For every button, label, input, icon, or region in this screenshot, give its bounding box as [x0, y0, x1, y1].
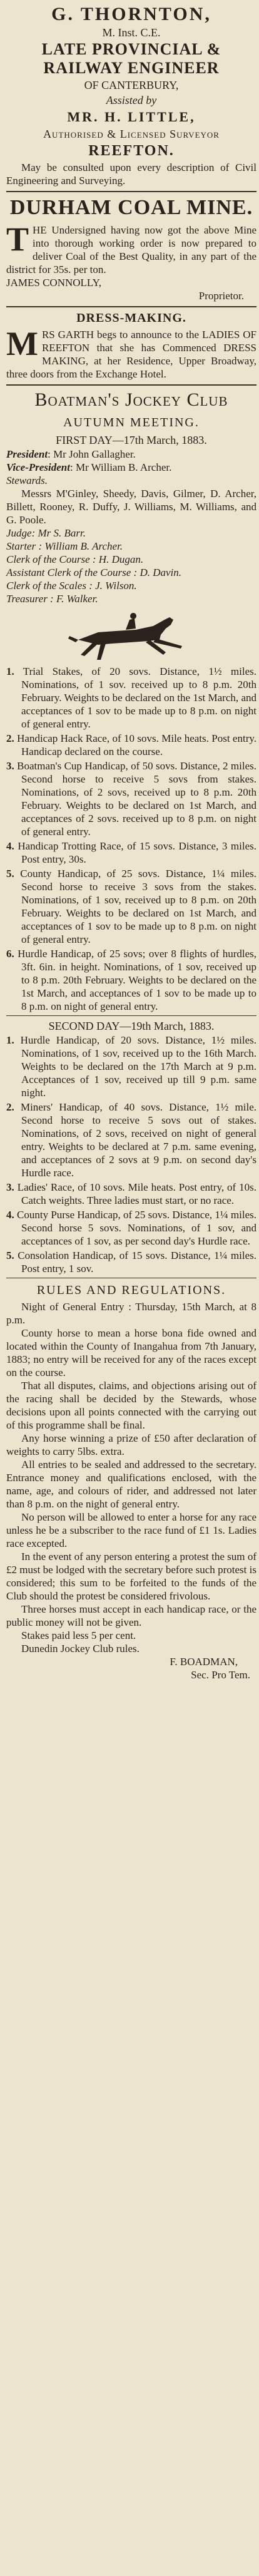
thornton-advert — [6, 4, 256, 187]
rule-paragraph: Night of General Entry : Thursday, 15th March, at 8 p.m. — [6, 1301, 256, 1326]
president-name: : Mr John Gallagher. — [48, 448, 136, 460]
dressmaking-body: RS GARTH begs to announce to the LADIES OF REEFTON that she has Commenced DRESS MAKING, at her Residence, Upper Broadway, three doors from the Exchange Hotel. — [6, 329, 256, 380]
thornton-assistant: MR. H. LITTLE, — [67, 109, 196, 125]
divider — [6, 306, 256, 307]
first-day-heading: FIRST DAY—17th March, 1883. — [56, 434, 207, 446]
club-title: Boatman's Jockey Club — [34, 389, 228, 410]
assistant-clerk: Assistant Clerk of the Course : D. Davin. — [6, 567, 182, 578]
rule-paragraph: Stakes paid less 5 per cent. — [21, 1629, 136, 1641]
jockey-club-advert — [6, 389, 256, 1681]
race-entry: 3. Boatman's Cup Handicap, of 50 sovs. Distance, 2 miles. Second horse to receive 5 sovs from stakes. Nominations, of 2 sovs, received up to 8 p.m. 20th February. Weights to be declared on 1st March, and acceptances of 2 sovs. received up to 8 p.m. on night of general entry. — [6, 760, 256, 838]
race-entry: 2. Handicap Hack Race, of 10 sovs. Mile heats. Post entry. Handicap declared on the course. — [6, 732, 256, 757]
thornton-title: LATE PROVINCIAL & RAILWAY ENGINEER — [41, 40, 221, 77]
racehorse-icon — [66, 607, 197, 664]
divider — [6, 384, 256, 386]
clerk-of-scales: Clerk of the Scales : J. Wilson. — [6, 580, 137, 592]
thornton-body: May be consulted upon every description of Civil Engineering and Surveying. — [6, 162, 256, 187]
rule-paragraph: That all disputes, claims, and objections arising out of the racing shall be decided by the Stewards, whose decisions upon all points connected with the carrying out of this programme shall be final. — [6, 1380, 256, 1431]
vice-president-label: Vice-President — [6, 461, 70, 473]
durham-advert — [6, 196, 256, 302]
race-entry: 6. Hurdle Handicap, of 25 sovs; over 8 flights of hurdles, 3ft. 6in. in height. Nominations, of 1 sov, received up to 8 p.m. 20th February. Weights to be declared on the 1st March, and acceptances of 1 sov to be made up to 8 p.m. on night of general entry. — [6, 948, 257, 1012]
first-day-races — [6, 665, 256, 1013]
second-day-heading: SECOND DAY—19th March, 1883. — [48, 1020, 215, 1032]
thornton-town: REEFTON. — [88, 143, 175, 159]
thornton-qualification: M. Inst. C.E. — [102, 26, 161, 39]
stewards-label: Stewards. — [6, 475, 48, 486]
thornton-assisted: Assisted by — [106, 94, 157, 106]
dressmaking-advert — [6, 311, 256, 381]
divider — [6, 191, 256, 192]
starter: Starter : William B. Archer. — [6, 540, 123, 552]
rule-paragraph: Dunedin Jockey Club rules. — [21, 1643, 140, 1655]
rules-heading: RULES AND REGULATIONS. — [36, 1283, 226, 1297]
durham-title: DURHAM COAL MINE. — [9, 196, 253, 219]
treasurer: Treasurer : F. Walker. — [6, 593, 98, 605]
rule-paragraph: Any horse winning a prize of £50 after declaration of weights to carry 5lbs. extra. — [6, 1432, 256, 1457]
durham-body: HE Undersigned having now got the above Mine into thorough working order is now prepared to deliver Coal of the Best Quality, in any part of the district for 35s. per ton. — [6, 224, 256, 275]
durham-dropcap: T — [6, 220, 29, 258]
race-entry: 4. County Purse Handicap, of 25 sovs. Distance, 1¼ miles. Second horse 5 sovs. Nominations, of 1 sov, and acceptances of 1 sov, as per second day's Hurdle race. — [6, 1209, 256, 1247]
rule-paragraph: Three horses must accept in each handicap race, or the public money will not be given. — [6, 1603, 256, 1628]
secretary-role: Sec. Pro Tem. — [191, 1669, 250, 1681]
durham-role: Proprietor. — [198, 290, 244, 302]
rules-list — [6, 1300, 256, 1655]
judge: Judge: Mr S. Barr. — [6, 527, 86, 539]
race-entry: 1. Trial Stakes, of 20 sovs. Distance, 1½ miles. Nominations, of 1 sov. received up to 8 p.m. 20th February. Weights to be declared on the 1st March, and acceptances of 1 sov to be made up to 8 p.m. on night of general entry. — [6, 665, 256, 730]
race-entry: 2. Miners' Handicap, of 40 sovs. Distance, 1½ mile. Second horse to receive 5 sovs out of stakes. Nominations, of 2 sovs, received on night of general entry. Weights to be declared at 7 p.m. same evening, and acceptances of 2 sovs at 9 p.m. on second day's Hurdle race. — [6, 1101, 256, 1179]
secretary-name: F. BOADMAN, — [170, 1656, 238, 1668]
clerk-of-course: Clerk of the Course : H. Dugan. — [6, 553, 144, 565]
rule-paragraph: County horse to mean a horse bona fide owned and located within the County of Inangahua from 7th January, 1883; no entry will be received for any of the races except on the course. — [6, 1327, 256, 1378]
racehorse-illustration — [6, 605, 256, 665]
second-day-races — [6, 1034, 256, 1275]
thornton-origin: OF CANTERBURY, — [84, 79, 179, 91]
vice-president-name: : Mr William B. Archer. — [69, 461, 172, 473]
rule-paragraph: In the event of any person entering a protest the sum of £2 must be lodged with the secretary before such protest is considered; this sum to be forfeited to the funds of the Club should the protest be considered frivolous. — [6, 1551, 256, 1602]
rule-paragraph: No person will be allowed to enter a horse for any race unless he be a subscriber to the race fund of £1 1s. Ladies race excepted. — [6, 1511, 256, 1549]
president-label: President — [6, 448, 48, 460]
rule-paragraph: All entries to be sealed and addressed to the secretary. Entrance money and qualifications enclosed, with the name, age, and colours of rider, and addressed not later than 8 p.m. on the night of general entry. — [6, 1459, 256, 1510]
dressmaking-title: DRESS-MAKING. — [76, 311, 186, 325]
thornton-licence: Authorised & Licensed Surveyor — [43, 128, 220, 140]
race-entry: 4. Handicap Trotting Race, of 15 sovs. Distance, 3 miles. Post entry, 30s. — [6, 840, 257, 865]
race-entry: 3. Ladies' Race, of 10 sovs. Mile heats. Post entry, of 10s. Catch weights. Three ladies must start, or no race. — [6, 1181, 256, 1206]
club-meeting: AUTUMN MEETING. — [63, 416, 200, 429]
thornton-name: G. THORNTON, — [51, 4, 211, 24]
dressmaking-dropcap: M — [6, 325, 38, 362]
race-entry: 5. Consolation Handicap, of 15 sovs. Distance, 1¼ miles. Post entry, 1 sov. — [6, 1250, 256, 1275]
divider — [6, 1015, 256, 1016]
durham-signer: JAMES CONNOLLY, — [6, 277, 101, 289]
race-entry: 1. Hurdle Handicap, of 20 sovs. Distance, 1½ miles. Nominations, of 1 sov, received up to the 16th March. Weights to be declared on the 17th March at 9 p.m. Acceptances of 1 sov, received up till 9 p.m. same night. — [6, 1034, 256, 1099]
race-entry: 5. County Handicap, of 25 sovs. Distance, 1¼ miles. Second horse to receive 3 sovs from the stakes. Nominations, of 1 sov, received up to 8 p.m. on 20th February. Weights to be declared on 1st March, and acceptances of 1 sov to be made up to 8 p.m. on night of general entry. — [6, 868, 256, 945]
stewards-list: Messrs M'Ginley, Sheedy, Davis, Gilmer, D. Archer, Billett, Rooney, R. Duffy, J. Williams, M. Williams, and G. Poole. — [6, 488, 256, 526]
